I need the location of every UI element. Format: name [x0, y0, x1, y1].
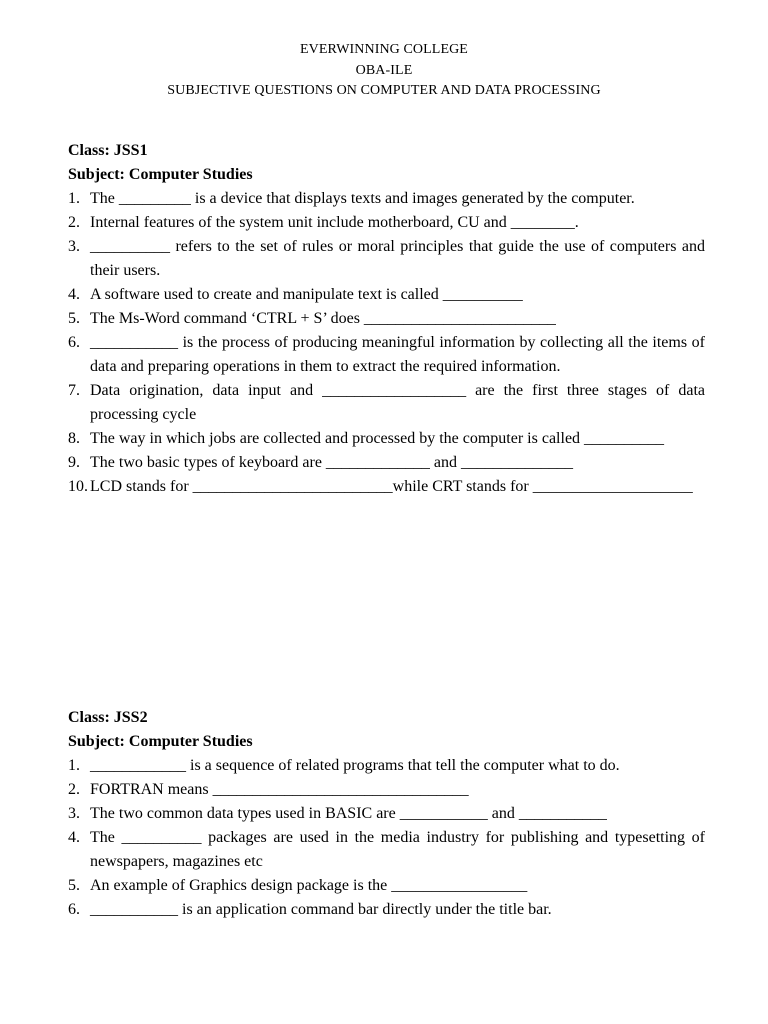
question-text: Internal features of the system unit include motherboard, CU and ________.	[90, 214, 579, 231]
question-list	[68, 187, 705, 499]
question-text: FORTRAN means ________________________________	[90, 781, 469, 798]
question-list	[68, 754, 705, 922]
document-title: SUBJECTIVE QUESTIONS ON COMPUTER AND DATA PROCESSING	[167, 83, 601, 98]
question-text: The way in which jobs are collected and processed by the computer is called __________	[90, 430, 665, 447]
document-header	[0, 40, 768, 102]
class-label: Class: JSS2	[68, 709, 148, 726]
question-text: __________ refers to the set of rules or moral principles that guide the use of computers and their users.	[90, 238, 705, 279]
question-number: 1.	[68, 757, 80, 774]
question-item	[68, 211, 705, 235]
question-number: 5.	[68, 877, 80, 894]
question-number: 4.	[68, 286, 80, 303]
class-label: Class: JSS1	[68, 142, 148, 159]
question-text: The two basic types of keyboard are _____________ and ______________	[90, 454, 574, 471]
question-text: An example of Graphics design package is the _________________	[90, 877, 528, 894]
question-item	[68, 754, 705, 778]
question-number: 3.	[68, 805, 80, 822]
question-item	[68, 307, 705, 331]
question-number: 7.	[68, 382, 80, 399]
question-text: Data origination, data input and __________________ are the first three stages of data processing cycle	[90, 382, 705, 423]
question-number: 9.	[68, 454, 80, 471]
question-text: The _________ is a device that displays texts and images generated by the computer.	[90, 190, 635, 207]
question-text: The __________ packages are used in the media industry for publishing and typesetting of newspapers, magazines etc	[90, 829, 705, 870]
school-name: EVERWINNING COLLEGE	[300, 42, 468, 57]
question-number: 1.	[68, 190, 80, 207]
school-location: OBA-ILE	[355, 62, 413, 78]
question-text: ____________ is a sequence of related programs that tell the computer what to do.	[90, 757, 620, 774]
question-text: LCD stands for _________________________while CRT stands for ____________________	[90, 478, 693, 495]
question-number: 6.	[68, 334, 80, 351]
question-item	[68, 898, 705, 922]
question-number: 4.	[68, 829, 80, 846]
question-item	[68, 475, 705, 499]
question-item	[68, 331, 705, 379]
question-text: ___________ is an application command bar directly under the title bar.	[90, 901, 552, 918]
section-jss1	[68, 139, 705, 499]
question-item	[68, 283, 705, 307]
question-item	[68, 427, 705, 451]
question-item	[68, 802, 705, 826]
question-item	[68, 874, 705, 898]
question-item	[68, 826, 705, 874]
question-item	[68, 778, 705, 802]
question-number: 8.	[68, 430, 80, 447]
question-text: The two common data types used in BASIC are ___________ and ___________	[90, 805, 607, 822]
question-text: A software used to create and manipulate text is called __________	[90, 286, 523, 303]
subject-label: Subject: Computer Studies	[68, 733, 253, 750]
question-text: The Ms-Word command ‘CTRL + S’ does ________________________	[90, 310, 556, 327]
question-item	[68, 235, 705, 283]
question-text: ___________ is the process of producing meaningful information by collecting all the items of data and preparing operations in them to extract the required information.	[90, 334, 705, 375]
question-item	[68, 379, 705, 427]
question-number: 6.	[68, 901, 80, 918]
question-number: 10.	[68, 478, 88, 495]
section-jss2	[68, 706, 705, 922]
question-item	[68, 451, 705, 475]
question-item	[68, 187, 705, 211]
subject-label: Subject: Computer Studies	[68, 166, 253, 183]
question-number: 2.	[68, 214, 80, 231]
question-number: 5.	[68, 310, 80, 327]
question-number: 2.	[68, 781, 80, 798]
question-number: 3.	[68, 238, 80, 255]
